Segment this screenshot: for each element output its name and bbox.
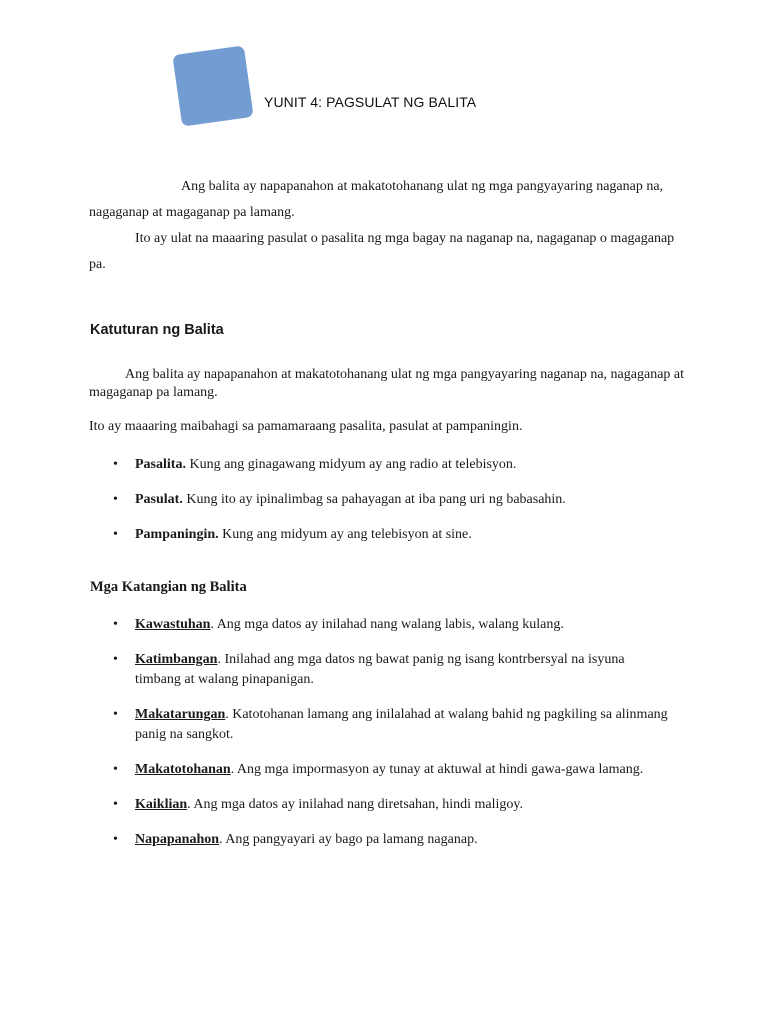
list-item-term: Kawastuhan bbox=[135, 617, 211, 632]
list-item bbox=[89, 490, 669, 510]
medium-list bbox=[89, 455, 669, 545]
list-item-term: Pasulat. bbox=[135, 492, 183, 507]
list-item bbox=[89, 760, 669, 780]
list-item bbox=[89, 650, 669, 690]
katuturan-paragraph-1: Ang balita ay napapanahon at makatotohanang ulat ng mga pangyayaring naganap na, nagaganap at magaganap pa lamang. bbox=[89, 367, 685, 400]
intro-paragraph-2: Ito ay ulat na maaaring pasulat o pasalita ng mga bagay na naganap na, nagaganap o magaganap pa. bbox=[89, 231, 675, 272]
list-item-term: Kaiklian bbox=[135, 797, 188, 812]
intro-section bbox=[89, 174, 689, 278]
intro-paragraph-1: Ang balita ay napapanahon at makatotohanang ulat ng mga pangyayaring naganap na, nagaganap at magaganap pa lamang. bbox=[89, 179, 664, 220]
list-item bbox=[89, 525, 669, 545]
list-item-term: Makatarungan bbox=[135, 707, 226, 722]
list-item-text: . Ang mga impormasyon ay tunay at aktuwal at hindi gawa-gawa lamang. bbox=[230, 762, 644, 777]
list-item-term: Pasalita. bbox=[135, 457, 186, 472]
section-heading-katuturan: Katuturan ng Balita bbox=[90, 322, 224, 338]
list-item-text: . Ang mga datos ay inilahad nang diretsahan, hindi maligoy. bbox=[187, 797, 523, 812]
list-item-text: . Ang pangyayari ay bago pa lamang naganap. bbox=[219, 832, 478, 847]
list-item bbox=[89, 455, 669, 475]
list-item bbox=[89, 830, 669, 850]
list-item-text: Kung ang midyum ay ang telebisyon at sine. bbox=[218, 527, 472, 542]
list-item-term: Napapanahon bbox=[135, 832, 220, 847]
list-item-text: Kung ang ginagawang midyum ay ang radio at telebisyon. bbox=[185, 457, 517, 472]
list-item-text: Kung ito ay ipinalimbag sa pahayagan at iba pang uri ng babasahin. bbox=[182, 492, 566, 507]
list-item-term: Katimbangan bbox=[135, 652, 218, 667]
list-item bbox=[89, 795, 669, 815]
unit-logo-square bbox=[172, 45, 253, 126]
list-item bbox=[89, 615, 669, 635]
section-heading-katangian: Mga Katangian ng Balita bbox=[90, 579, 247, 595]
list-item-text: . Katotohanan lamang ang inilalahad at walang bahid ng pagkiling sa alinmang panig na sangkot. bbox=[135, 707, 668, 742]
characteristics-list bbox=[89, 615, 669, 850]
unit-title: YUNIT 4: PAGSULAT NG BALITA bbox=[264, 94, 477, 110]
list-item-text: . Ang mga datos ay inilahad nang walang labis, walang kulang. bbox=[210, 617, 564, 632]
katuturan-paragraph-2: Ito ay maaaring maibahagi sa pamamaraang pasalita, pasulat at pampaningin. bbox=[89, 419, 523, 434]
list-item-term: Makatotohanan bbox=[135, 762, 231, 777]
list-item-term: Pampaningin. bbox=[135, 527, 219, 542]
list-item bbox=[89, 705, 669, 745]
list-item-text: . Inilahad ang mga datos ng bawat panig ng isang kontrbersyal na isyuna timbang at walang pinapanigan. bbox=[135, 652, 625, 687]
